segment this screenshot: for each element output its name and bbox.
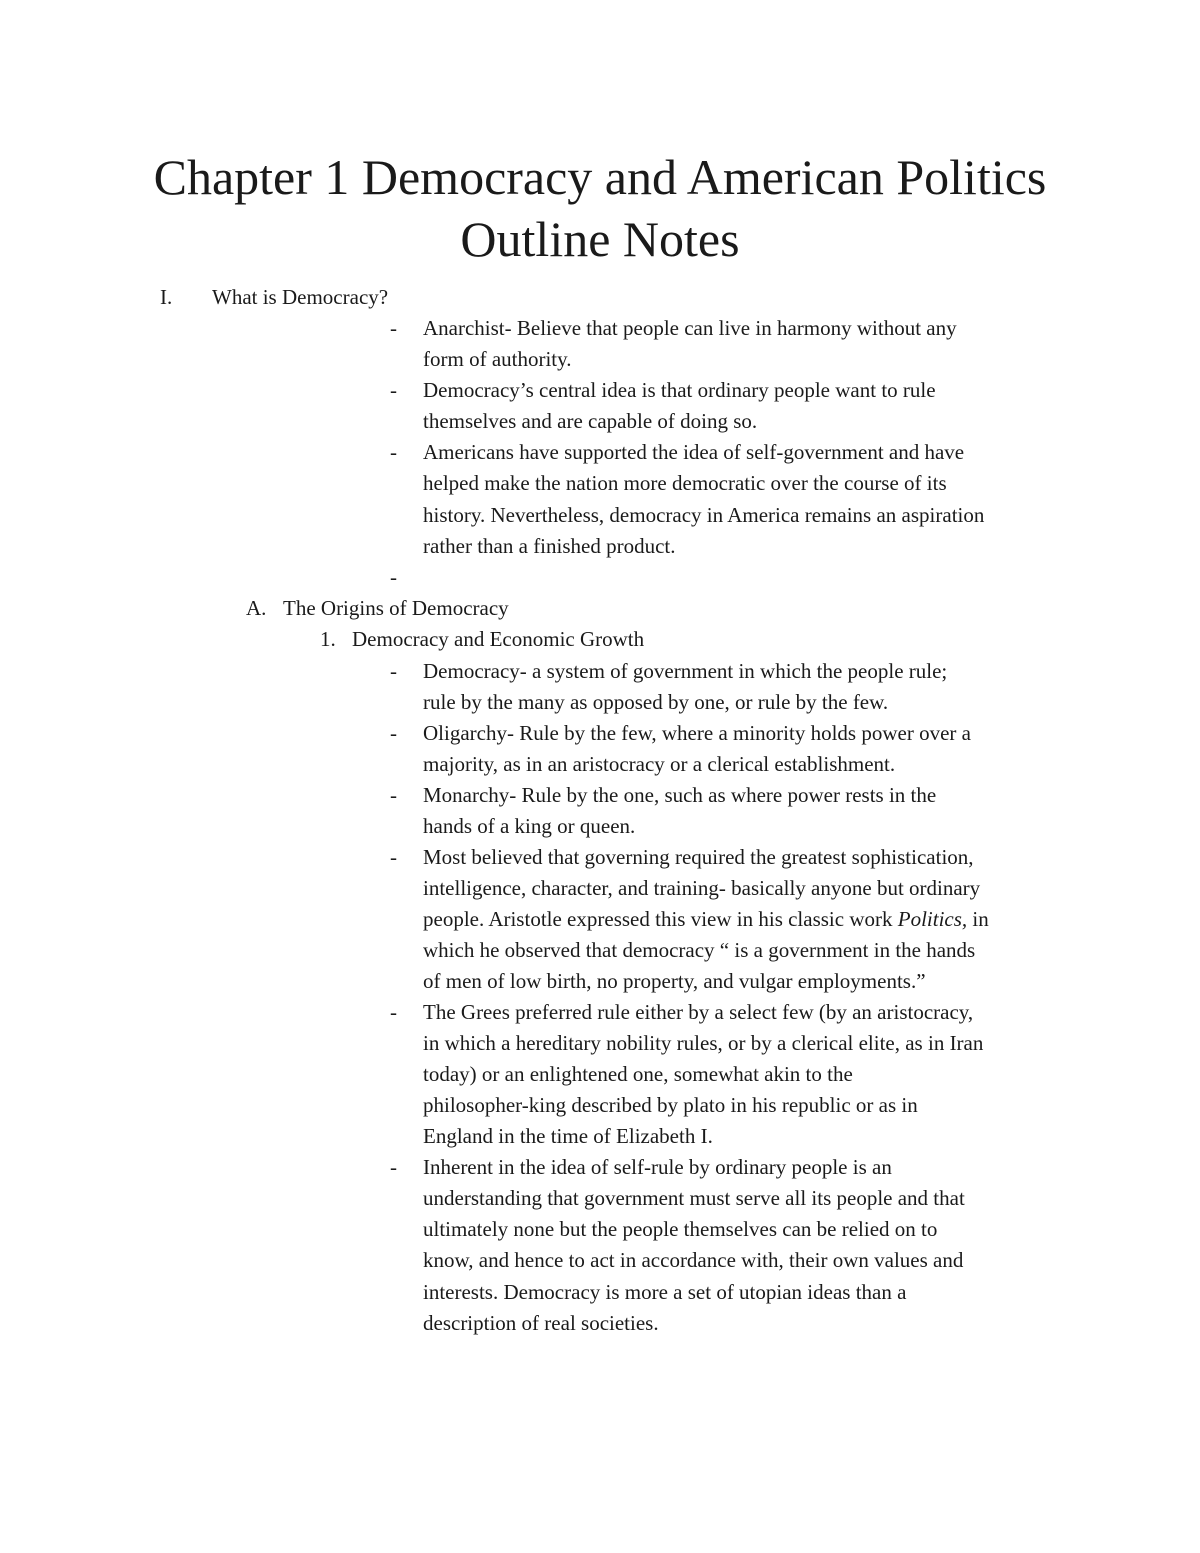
- bullet-dash: -: [390, 1155, 397, 1179]
- bullet-dash-empty: -: [390, 565, 397, 589]
- bullet-dash: -: [390, 316, 397, 340]
- bullet-text-line: Anarchist- Believe that people can live in harmony without any: [423, 316, 957, 340]
- bullet-text-line: rule by the many as opposed by one, or rule by the few.: [423, 690, 889, 714]
- bullet-text-line: today) or an enlightened one, somewhat akin to the: [423, 1062, 853, 1086]
- page-title-line-2: Outline Notes: [460, 211, 740, 267]
- bullet-dash: -: [390, 845, 397, 869]
- bullet-text-line: hands of a king or queen.: [423, 814, 636, 838]
- bullet-text-line: philosopher-king described by plato in his republic or as in: [423, 1093, 918, 1117]
- bullet-text-line: Americans have supported the idea of self-government and have: [423, 440, 965, 464]
- bullet-text-line: The Grees preferred rule either by a select few (by an aristocracy,: [423, 1000, 974, 1024]
- bullet-text-line: Oligarchy- Rule by the few, where a minority holds power over a: [423, 721, 971, 745]
- bullet-text-line: majority, as in an aristocracy or a clerical establishment.: [423, 752, 896, 776]
- bullet-text-line: helped make the nation more democratic over the course of its: [423, 471, 947, 495]
- bullet-dash: -: [390, 783, 397, 807]
- bullet-text-line: themselves and are capable of doing so.: [423, 409, 758, 433]
- bullet-text-line: description of real societies.: [423, 1311, 659, 1335]
- bullet-text-line: of men of low birth, no property, and vulgar employments.”: [423, 969, 926, 993]
- bullet-text-line: ultimately none but the people themselves can be relied on to: [423, 1217, 938, 1241]
- bullet-text-line: which he observed that democracy “ is a government in the hands: [423, 938, 976, 962]
- bullet-text-line: Democracy- a system of government in which the people rule;: [423, 659, 948, 683]
- bullet-text-line: understanding that government must serve all its people and that: [423, 1186, 965, 1210]
- bullet-text-line: Democracy’s central idea is that ordinary people want to rule: [423, 378, 936, 402]
- section-marker-I: I.: [160, 285, 173, 309]
- page-title-line-1: Chapter 1 Democracy and American Politics: [153, 149, 1047, 205]
- bullet-dash: -: [390, 659, 397, 683]
- bullet-text-line: Most believed that governing required the greatest sophistication,: [423, 845, 974, 869]
- bullet-dash: -: [390, 440, 397, 464]
- subsubsection-marker-1: 1.: [320, 627, 336, 651]
- section-heading-what-is-democracy: What is Democracy?: [212, 285, 389, 309]
- bullet-text-fragment: in: [967, 907, 989, 931]
- bullet-text-line: England in the time of Elizabeth I.: [423, 1124, 713, 1148]
- bullet-text-fragment: people. Aristotle expressed this view in his classic work: [423, 907, 898, 931]
- bullet-text-line: in which a hereditary nobility rules, or by a clerical elite, as in Iran: [423, 1031, 984, 1055]
- bullet-text-line: Inherent in the idea of self-rule by ordinary people is an: [423, 1155, 892, 1179]
- bullet-text-line: know, and hence to act in accordance with, their own values and: [423, 1248, 964, 1272]
- bullet-dash: -: [390, 1000, 397, 1024]
- subsubsection-heading-economic-growth: Democracy and Economic Growth: [352, 627, 645, 651]
- bullet-text-line: history. Nevertheless, democracy in America remains an aspiration: [423, 503, 985, 527]
- bullet-text-line: intelligence, character, and training- basically anyone but ordinary: [423, 876, 981, 900]
- bullet-text-line: interests. Democracy is more a set of utopian ideas than a: [423, 1280, 907, 1304]
- italic-work-title: Politics,: [897, 907, 968, 931]
- bullet-text-line: Monarchy- Rule by the one, such as where power rests in the: [423, 783, 937, 807]
- subsection-marker-A: A.: [246, 596, 267, 620]
- bullet-text-line: form of authority.: [423, 347, 572, 371]
- bullet-dash: -: [390, 721, 397, 745]
- bullet-dash: -: [390, 378, 397, 402]
- bullet-text-line: [423, 904, 989, 935]
- subsection-heading-origins: The Origins of Democracy: [283, 596, 509, 620]
- bullet-text-line: rather than a finished product.: [423, 534, 676, 558]
